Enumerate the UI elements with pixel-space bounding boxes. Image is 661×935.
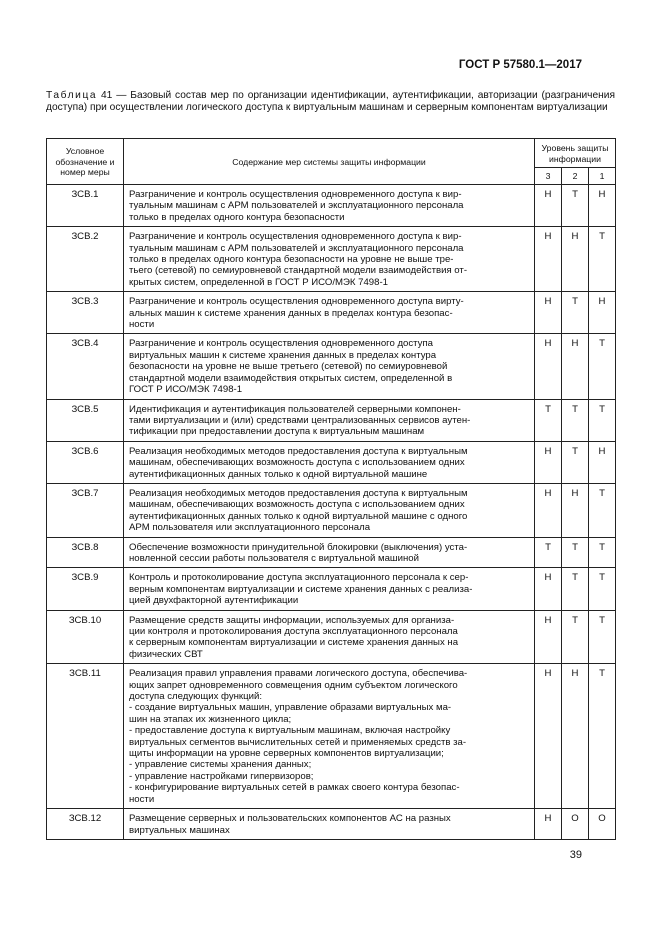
measure-text	[124, 399, 535, 441]
measure-code: ЗСВ.10	[47, 610, 124, 664]
caption-text: 41 — Базовый состав мер по организации идентификации, аутентификации, авторизации (разграничения доступа) при осуществлении логического доступа к виртуальным машинам и серверным компонентам виртуализации	[46, 90, 615, 114]
level-2-value: Н	[562, 334, 589, 399]
measure-code: ЗСВ.4	[47, 334, 124, 399]
header-content: Содержание мер системы защиты информации	[124, 139, 535, 185]
measure-text-line: - предоставление доступа к виртуальным машинам, включая настройку	[129, 725, 451, 737]
measure-text-line: только в пределах одного контура безопасности	[129, 211, 345, 223]
measure-text-line: - управление настройками гипервизоров;	[129, 770, 314, 782]
measure-text-line: ющих запрет одновременного совмещения одним субъектом логического	[129, 679, 458, 691]
measure-text	[124, 610, 535, 664]
level-3-value: Т	[535, 537, 562, 568]
measure-text	[124, 185, 535, 227]
measure-text	[124, 809, 535, 840]
measure-text-line: Размещение средств защиты информации, используемых для организа-	[129, 614, 455, 626]
measure-text-line: верным компонентам виртуализации и системе хранения данных с реализа-	[129, 583, 473, 595]
measure-text	[124, 664, 535, 809]
level-2-value: Т	[562, 185, 589, 227]
level-3-value: Т	[535, 399, 562, 441]
measure-text	[124, 292, 535, 334]
measure-text-line: физических СВТ	[129, 648, 203, 660]
measure-text-line: стандартной модели взаимодействия открытых систем, определенной в	[129, 372, 453, 384]
level-1-value: Т	[589, 664, 616, 809]
measure-text-line: - управление системы хранения данных;	[129, 759, 312, 771]
header-level-3: 3	[535, 168, 562, 185]
header-level-2: 2	[562, 168, 589, 185]
measure-text-line: цией двухфакторной аутентификации	[129, 595, 299, 607]
measure-text-line: тификации при предоставлении доступа к виртуальным машинам	[129, 426, 425, 438]
measure-text-line: к серверным компонентам виртуализации и системе хранения данных на	[129, 637, 459, 649]
measure-text-line: Реализация необходимых методов предоставления доступа к виртуальным	[129, 487, 468, 499]
measure-code: ЗСВ.12	[47, 809, 124, 840]
table-row	[47, 334, 616, 399]
measure-text-line: доступа следующих функций:	[129, 691, 263, 703]
measure-text	[124, 334, 535, 399]
measure-text-line: тами виртуализации и (или) средствами централизованных сервисов аутен-	[129, 414, 471, 426]
measure-code: ЗСВ.3	[47, 292, 124, 334]
measure-text	[124, 483, 535, 537]
measure-text-line: аутентификационных данных только к одной виртуальной машине с одного	[129, 510, 468, 522]
measure-text-line: Реализация необходимых методов предоставления доступа к виртуальным	[129, 445, 468, 457]
level-3-value: Н	[535, 227, 562, 292]
level-2-value: Т	[562, 610, 589, 664]
measure-code: ЗСВ.1	[47, 185, 124, 227]
document-code: ГОСТ Р 57580.1—2017	[458, 59, 582, 71]
measure-code: ЗСВ.7	[47, 483, 124, 537]
level-1-value: Н	[589, 441, 616, 483]
measure-text-line: ности	[129, 319, 155, 331]
measure-text-line: Разграничение и контроль осуществления одновременного доступа к вир-	[129, 231, 462, 243]
measures-table	[46, 138, 616, 840]
measure-code: ЗСВ.8	[47, 537, 124, 568]
level-3-value: Н	[535, 610, 562, 664]
measure-text-line: Обеспечение возможности принудительной блокировки (выключения) уста-	[129, 541, 468, 553]
measure-text-line: щиты информации на уровне серверных компонентов виртуализации;	[129, 748, 444, 760]
level-1-value: Т	[589, 483, 616, 537]
measure-text-line: туальным машинам с АРМ пользователей и эксплуатационного персонала	[129, 242, 464, 254]
measure-text-line: аутентификационных данных только к одной виртуальной машине	[129, 468, 428, 480]
measure-text-line: виртуальных машин к системе хранения данных в пределах контура	[129, 349, 437, 361]
measure-text-line: Идентификация и аутентификация пользователей серверными компонен-	[129, 403, 461, 415]
level-1-value: Т	[589, 537, 616, 568]
level-3-value: Н	[535, 185, 562, 227]
measure-text	[124, 227, 535, 292]
level-2-value: О	[562, 809, 589, 840]
level-3-value: Н	[535, 441, 562, 483]
level-3-value: Н	[535, 483, 562, 537]
table-row	[47, 568, 616, 610]
level-3-value: Н	[535, 664, 562, 809]
measure-text-line: крытых систем, определенной в ГОСТ Р ИСО/МЭК 7498-1	[129, 276, 389, 288]
level-2-value: Т	[562, 537, 589, 568]
measure-text-line: Разграничение и контроль осуществления одновременного доступа вирту-	[129, 296, 464, 308]
table-row	[47, 483, 616, 537]
level-1-value: Т	[589, 399, 616, 441]
measure-text-line: АРМ пользователя или эксплуатационного персонала	[129, 522, 371, 534]
measure-text-line: Разграничение и контроль осуществления одновременного доступа	[129, 338, 434, 350]
caption-label: Таблица	[46, 90, 98, 101]
page-number: 39	[569, 849, 582, 861]
measure-text-line: Размещение серверных и пользовательских компонентов АС на разных	[129, 813, 451, 825]
measure-text-line: машинам, обеспечивающих возможность доступа с использованием одних	[129, 499, 465, 511]
level-2-value: Т	[562, 441, 589, 483]
measure-text-line: только в пределах одного контура безопасности на уровне не выше тре-	[129, 254, 454, 266]
measure-text-line: новленной сессии работы пользователя с виртуальной машиной	[129, 552, 419, 564]
measure-text-line: альных машин к системе хранения данных в пределах контура безопас-	[129, 307, 453, 319]
level-2-value: Т	[562, 292, 589, 334]
level-3-value: Н	[535, 334, 562, 399]
table-row	[47, 664, 616, 809]
table-caption	[46, 90, 615, 115]
level-1-value: Т	[589, 568, 616, 610]
measure-code: ЗСВ.6	[47, 441, 124, 483]
table-row	[47, 399, 616, 441]
measure-text	[124, 441, 535, 483]
header-level-1: 1	[589, 168, 616, 185]
measure-text-line: безопасности на уровне не выше третьего (сетевой) по семиуровневой	[129, 361, 448, 373]
measure-text-line: туальным машинам с АРМ пользователей и эксплуатационного персонала	[129, 200, 464, 212]
measure-text-line: ности	[129, 793, 155, 805]
table-row	[47, 227, 616, 292]
measure-text	[124, 537, 535, 568]
header-levels: Уровень защиты информации	[535, 139, 616, 168]
table-body	[47, 185, 616, 840]
measure-text-line: виртуальных машинах	[129, 824, 230, 836]
level-3-value: Н	[535, 292, 562, 334]
header-code: Условное обозначение и номер меры	[47, 139, 124, 185]
table-row	[47, 809, 616, 840]
level-2-value: Т	[562, 568, 589, 610]
level-2-value: Н	[562, 227, 589, 292]
measure-text-line: Реализация правил управления правами логического доступа, обеспечива-	[129, 668, 468, 680]
measure-code: ЗСВ.11	[47, 664, 124, 809]
measure-text-line: Разграничение и контроль осуществления одновременного доступа к вир-	[129, 189, 462, 200]
level-1-value: Н	[589, 185, 616, 227]
level-2-value: Н	[562, 664, 589, 809]
level-1-value: Н	[589, 292, 616, 334]
measure-text-line: ГОСТ Р ИСО/МЭК 7498-1	[129, 384, 243, 396]
measure-text-line: Контроль и протоколирование доступа эксплуатационного персонала к сер-	[129, 572, 469, 584]
measure-text-line: машинам, обеспечивающих возможность доступа с использованием одних	[129, 457, 465, 469]
measure-text-line: ции контроля и протоколирования доступа эксплуатационного персонала	[129, 626, 458, 637]
measure-text-line: - конфигурирование виртуальных сетей в рамках своего контура безопас-	[129, 782, 460, 794]
table-row	[47, 441, 616, 483]
table-row	[47, 185, 616, 227]
measure-code: ЗСВ.9	[47, 568, 124, 610]
table-row	[47, 537, 616, 568]
table-row	[47, 610, 616, 664]
measure-text-line: шин на этапах их жизненного цикла;	[129, 713, 292, 725]
measure-code: ЗСВ.5	[47, 399, 124, 441]
level-3-value: Н	[535, 568, 562, 610]
measure-text-line: - создание виртуальных машин, управление образами виртуальных ма-	[129, 702, 452, 714]
measure-text-line: виртуальных сегментов вычислительных сетей и применяемых средств за-	[129, 736, 467, 748]
level-1-value: О	[589, 809, 616, 840]
measure-text-line: тьего (сетевой) по семиуровневой стандартной модели взаимодействия от-	[129, 265, 468, 277]
level-2-value: Т	[562, 399, 589, 441]
level-1-value: Т	[589, 334, 616, 399]
level-1-value: Т	[589, 227, 616, 292]
level-3-value: Н	[535, 809, 562, 840]
table-row	[47, 292, 616, 334]
level-2-value: Н	[562, 483, 589, 537]
measure-text	[124, 568, 535, 610]
level-1-value: Т	[589, 610, 616, 664]
measure-code: ЗСВ.2	[47, 227, 124, 292]
